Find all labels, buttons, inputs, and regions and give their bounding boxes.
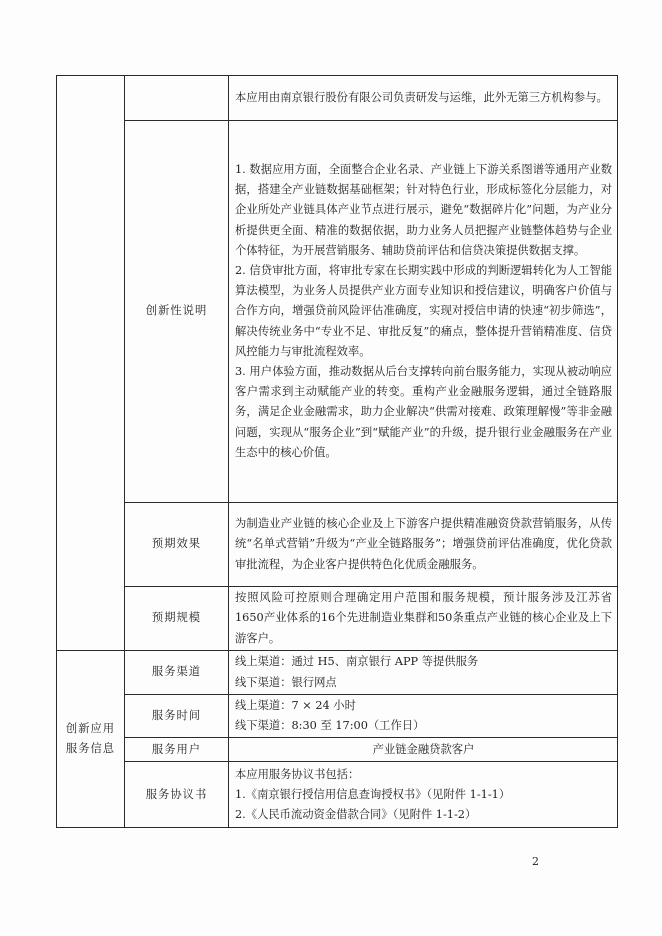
table-row xyxy=(57,738,618,762)
innovation-description xyxy=(229,121,618,503)
service-agreement-value xyxy=(229,762,618,828)
service-info-section-title xyxy=(57,651,125,828)
service-user-label: 服务用户 xyxy=(125,738,229,762)
expected-scale-para: 按照风险可控原则合理确定用户范围和服务规模，预计服务涉及江苏省1650产业体系的16个先进制造业集群和50条重点产业链的核心企业及上下游客户。 xyxy=(235,591,612,645)
expected-effect-text xyxy=(229,503,618,587)
table-row xyxy=(57,587,618,651)
innovation-para-2: 2. 信贷审批方面，将审批专家在长期实践中形成的判断逻辑转化为人工智能算法模型，为业务人员提供产业方面专业知识和授信建议，明确客户价值与合作方向，增强贷前风险评估准确度，实现对授信申请的快速“初步筛选”，解决传统业务中“专业不足、审批反复”的痛点，整体提升营销精准度、信贷风控能力与审批流程效率。 xyxy=(235,263,612,358)
agreement-item-1: 1.《南京银行授信用信息查询授权书》（见附件 1-1-1） xyxy=(235,787,511,801)
innovation-para-3: 3. 用户体验方面，推动数据从后台支撑转向前台服务能力，实现从被动响应客户需求到主动赋能产业的转变。重构产业金融服务逻辑，通过全链路服务，满足企业金融需求，助力企业解决“供需对接难、政策理解慢”等非金融问题，实现从“服务企业”到“赋能产业”的升级，提升银行业金融服务在产业生态中的核心价值。 xyxy=(235,365,612,459)
service-time-online: 线上渠道：7 × 24 小时 xyxy=(235,699,356,712)
agreement-intro: 本应用服务协议书包括： xyxy=(235,767,360,781)
operation-statement-text: 本应用由南京银行股份有限公司负责研发与运维，此外无第三方机构参与。 xyxy=(235,90,608,104)
service-channel-offline: 线下渠道：银行网点 xyxy=(235,675,337,689)
service-channel-label: 服务渠道 xyxy=(125,651,229,695)
service-channel-value xyxy=(229,651,618,695)
application-info-table xyxy=(56,75,618,828)
service-time-value xyxy=(229,695,618,738)
service-agreement-label: 服务协议书 xyxy=(125,762,229,828)
table-row xyxy=(57,762,618,828)
expected-effect-para: 为制造业产业链的核心企业及上下游客户提供精准融资贷款营销服务，从传统“名单式营销”升级为“产业全链路服务”；增强贷前评估准确度，优化贷款审批流程，为企业客户提供特色化优质金融服务。 xyxy=(235,517,612,571)
table-row xyxy=(57,503,618,587)
table-row xyxy=(57,76,618,121)
service-channel-online: 线上渠道：通过 H5、南京银行 APP 等提供服务 xyxy=(235,655,479,669)
table-row xyxy=(57,651,618,695)
innovation-label: 创新性说明 xyxy=(125,121,229,503)
service-user-value: 产业链金融贷款客户 xyxy=(229,738,618,762)
table-row xyxy=(57,121,618,503)
top-section-cell xyxy=(57,76,125,651)
agreement-item-2: 2.《人民币流动资金借款合同》（见附件 1-1-2） xyxy=(235,808,477,821)
service-info-title-line1: 创新应用 xyxy=(65,722,116,735)
page-number: 2 xyxy=(532,855,539,868)
expected-effect-label: 预期效果 xyxy=(125,503,229,587)
expected-scale-label: 预期规模 xyxy=(125,587,229,651)
operation-statement xyxy=(229,76,618,121)
innovation-para-1: 1. 数据应用方面，全面整合企业名录、产业链上下游关系图谱等通用产业数据，搭建全产业链数据基础框架；针对特色行业，形成标签化分层能力，对企业所处产业链具体产业节点进行展示，避免“数据碎片化”问题，为产业分析提供更全面、精准的数据依据，助力业务人员把握产业链整体趋势与企业个体特征，为开展营销服务、辅助贷前评估和信贷决策提供数据支撑。 xyxy=(235,162,612,257)
row-label-empty xyxy=(125,76,229,121)
service-time-offline: 线下渠道：8:30 至 17:00（工作日） xyxy=(235,719,425,733)
service-time-label: 服务时间 xyxy=(125,695,229,738)
table-row xyxy=(57,695,618,738)
service-info-title-line2: 服务信息 xyxy=(65,742,116,756)
expected-scale-text xyxy=(229,587,618,651)
